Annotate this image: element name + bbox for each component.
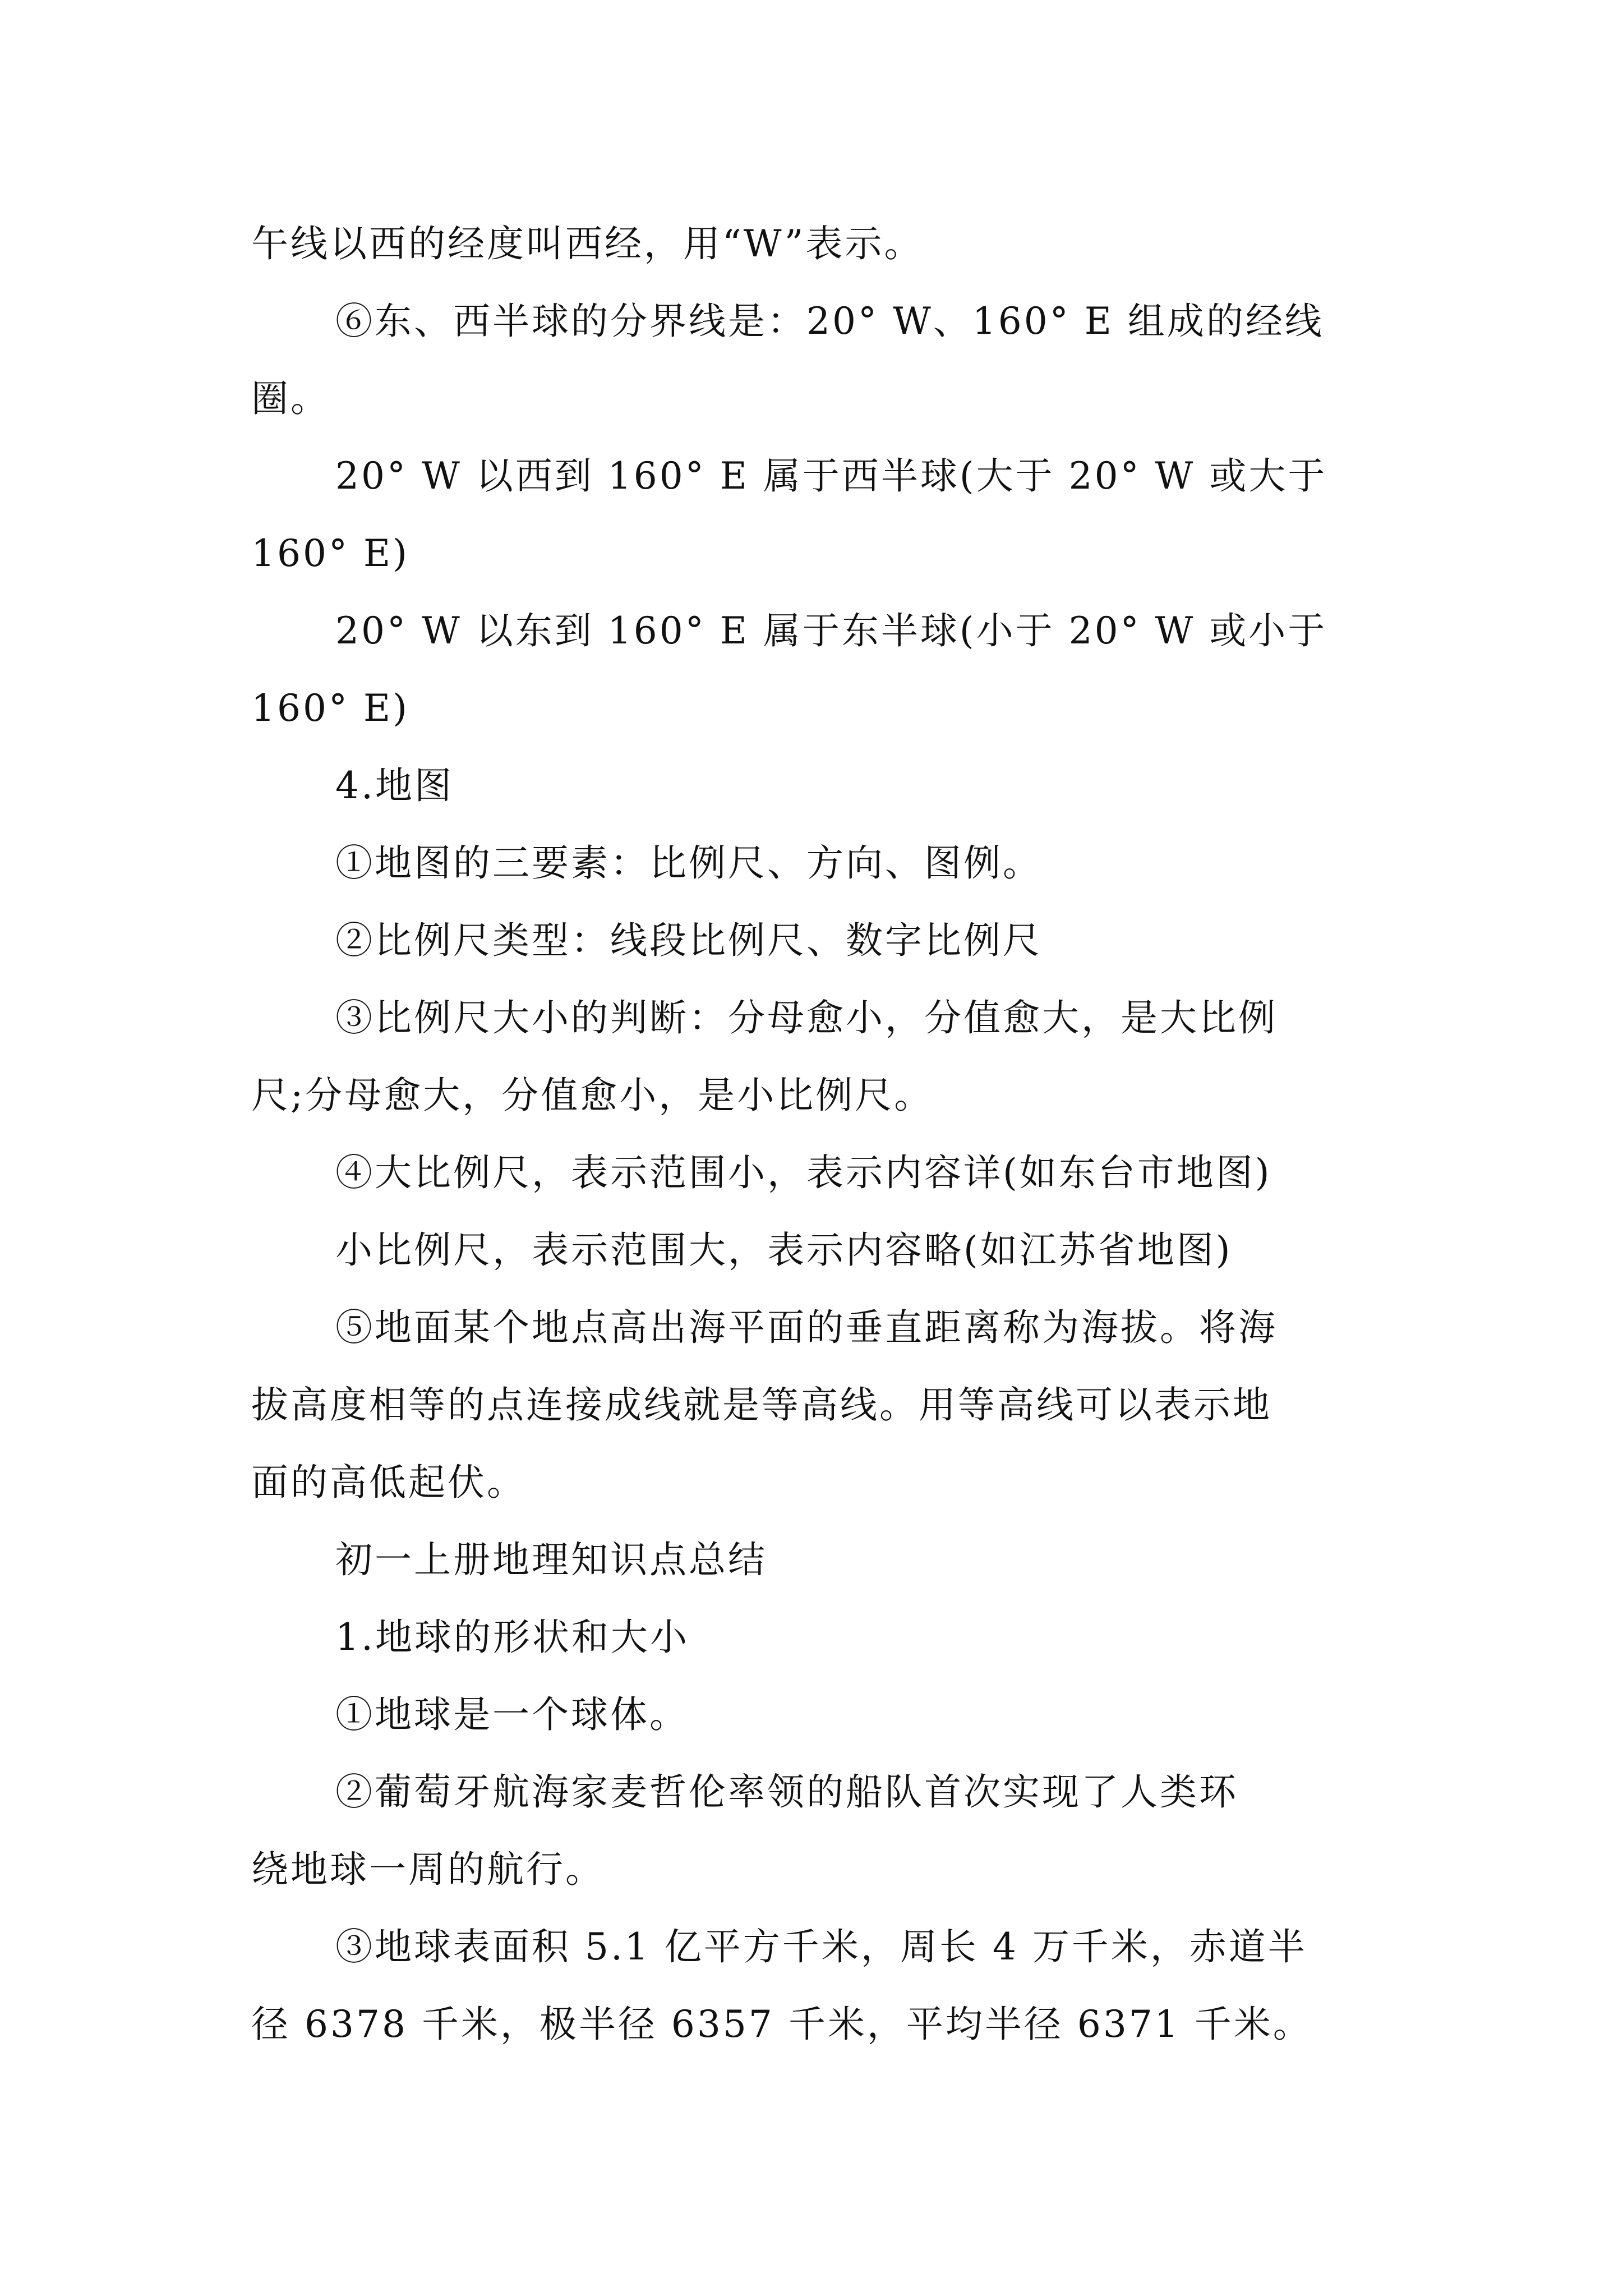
text-line: 160° E) [251, 687, 409, 730]
text-line: 20° W 以西到 160° E 属于西半球(大于 20° W 或大于 [335, 454, 1327, 498]
text-line: 160° E) [251, 532, 409, 575]
text-line: 面的高低起伏。 [251, 1461, 526, 1504]
section-heading: 4.地图 [335, 764, 454, 807]
text-line: ⑥东、西半球的分界线是：20° W、160° E 组成的经线 [335, 300, 1324, 343]
section-heading: 1.地球的形状和大小 [335, 1616, 689, 1659]
text-line: 拔高度相等的点连接成线就是等高线。用等高线可以表示地 [251, 1383, 1272, 1427]
document-page [251, 205, 1384, 2063]
text-line: 20° W 以东到 160° E 属于东半球(小于 20° W 或小于 [335, 609, 1327, 652]
text-line: ②葡萄牙航海家麦哲伦率领的船队首次实现了人类环 [335, 1770, 1238, 1814]
text-line: ③地球表面积 5.1 亿平方千米，周长 4 万千米，赤道半 [335, 1925, 1307, 1968]
text-line: 径 6378 千米，极半径 6357 千米，平均半径 6371 千米。 [251, 2003, 1312, 2046]
text-line: ②比例尺类型：线段比例尺、数字比例尺 [335, 919, 1042, 962]
text-line: ③比例尺大小的判断：分母愈小，分值愈大，是大比例 [335, 996, 1278, 1039]
text-line: ④大比例尺，表示范围小，表示内容详(如东台市地图) [335, 1151, 1272, 1194]
text-line: 圈。 [251, 377, 330, 420]
text-line: 小比例尺，表示范围大，表示内容略(如江苏省地图) [335, 1228, 1233, 1272]
text-line: ①地图的三要素：比例尺、方向、图例。 [335, 841, 1042, 885]
text-line: 绕地球一周的航行。 [251, 1848, 605, 1891]
text-line: 尺;分母愈大，分值愈小，是小比例尺。 [251, 1074, 934, 1117]
text-line: 午线以西的经度叫西经，用“W”表示。 [251, 222, 924, 265]
text-line: ⑤地面某个地点高出海平面的垂直距离称为海拔。将海 [335, 1306, 1278, 1349]
text-line: ①地球是一个球体。 [335, 1693, 689, 1736]
section-title: 初一上册地理知识点总结 [335, 1538, 767, 1581]
